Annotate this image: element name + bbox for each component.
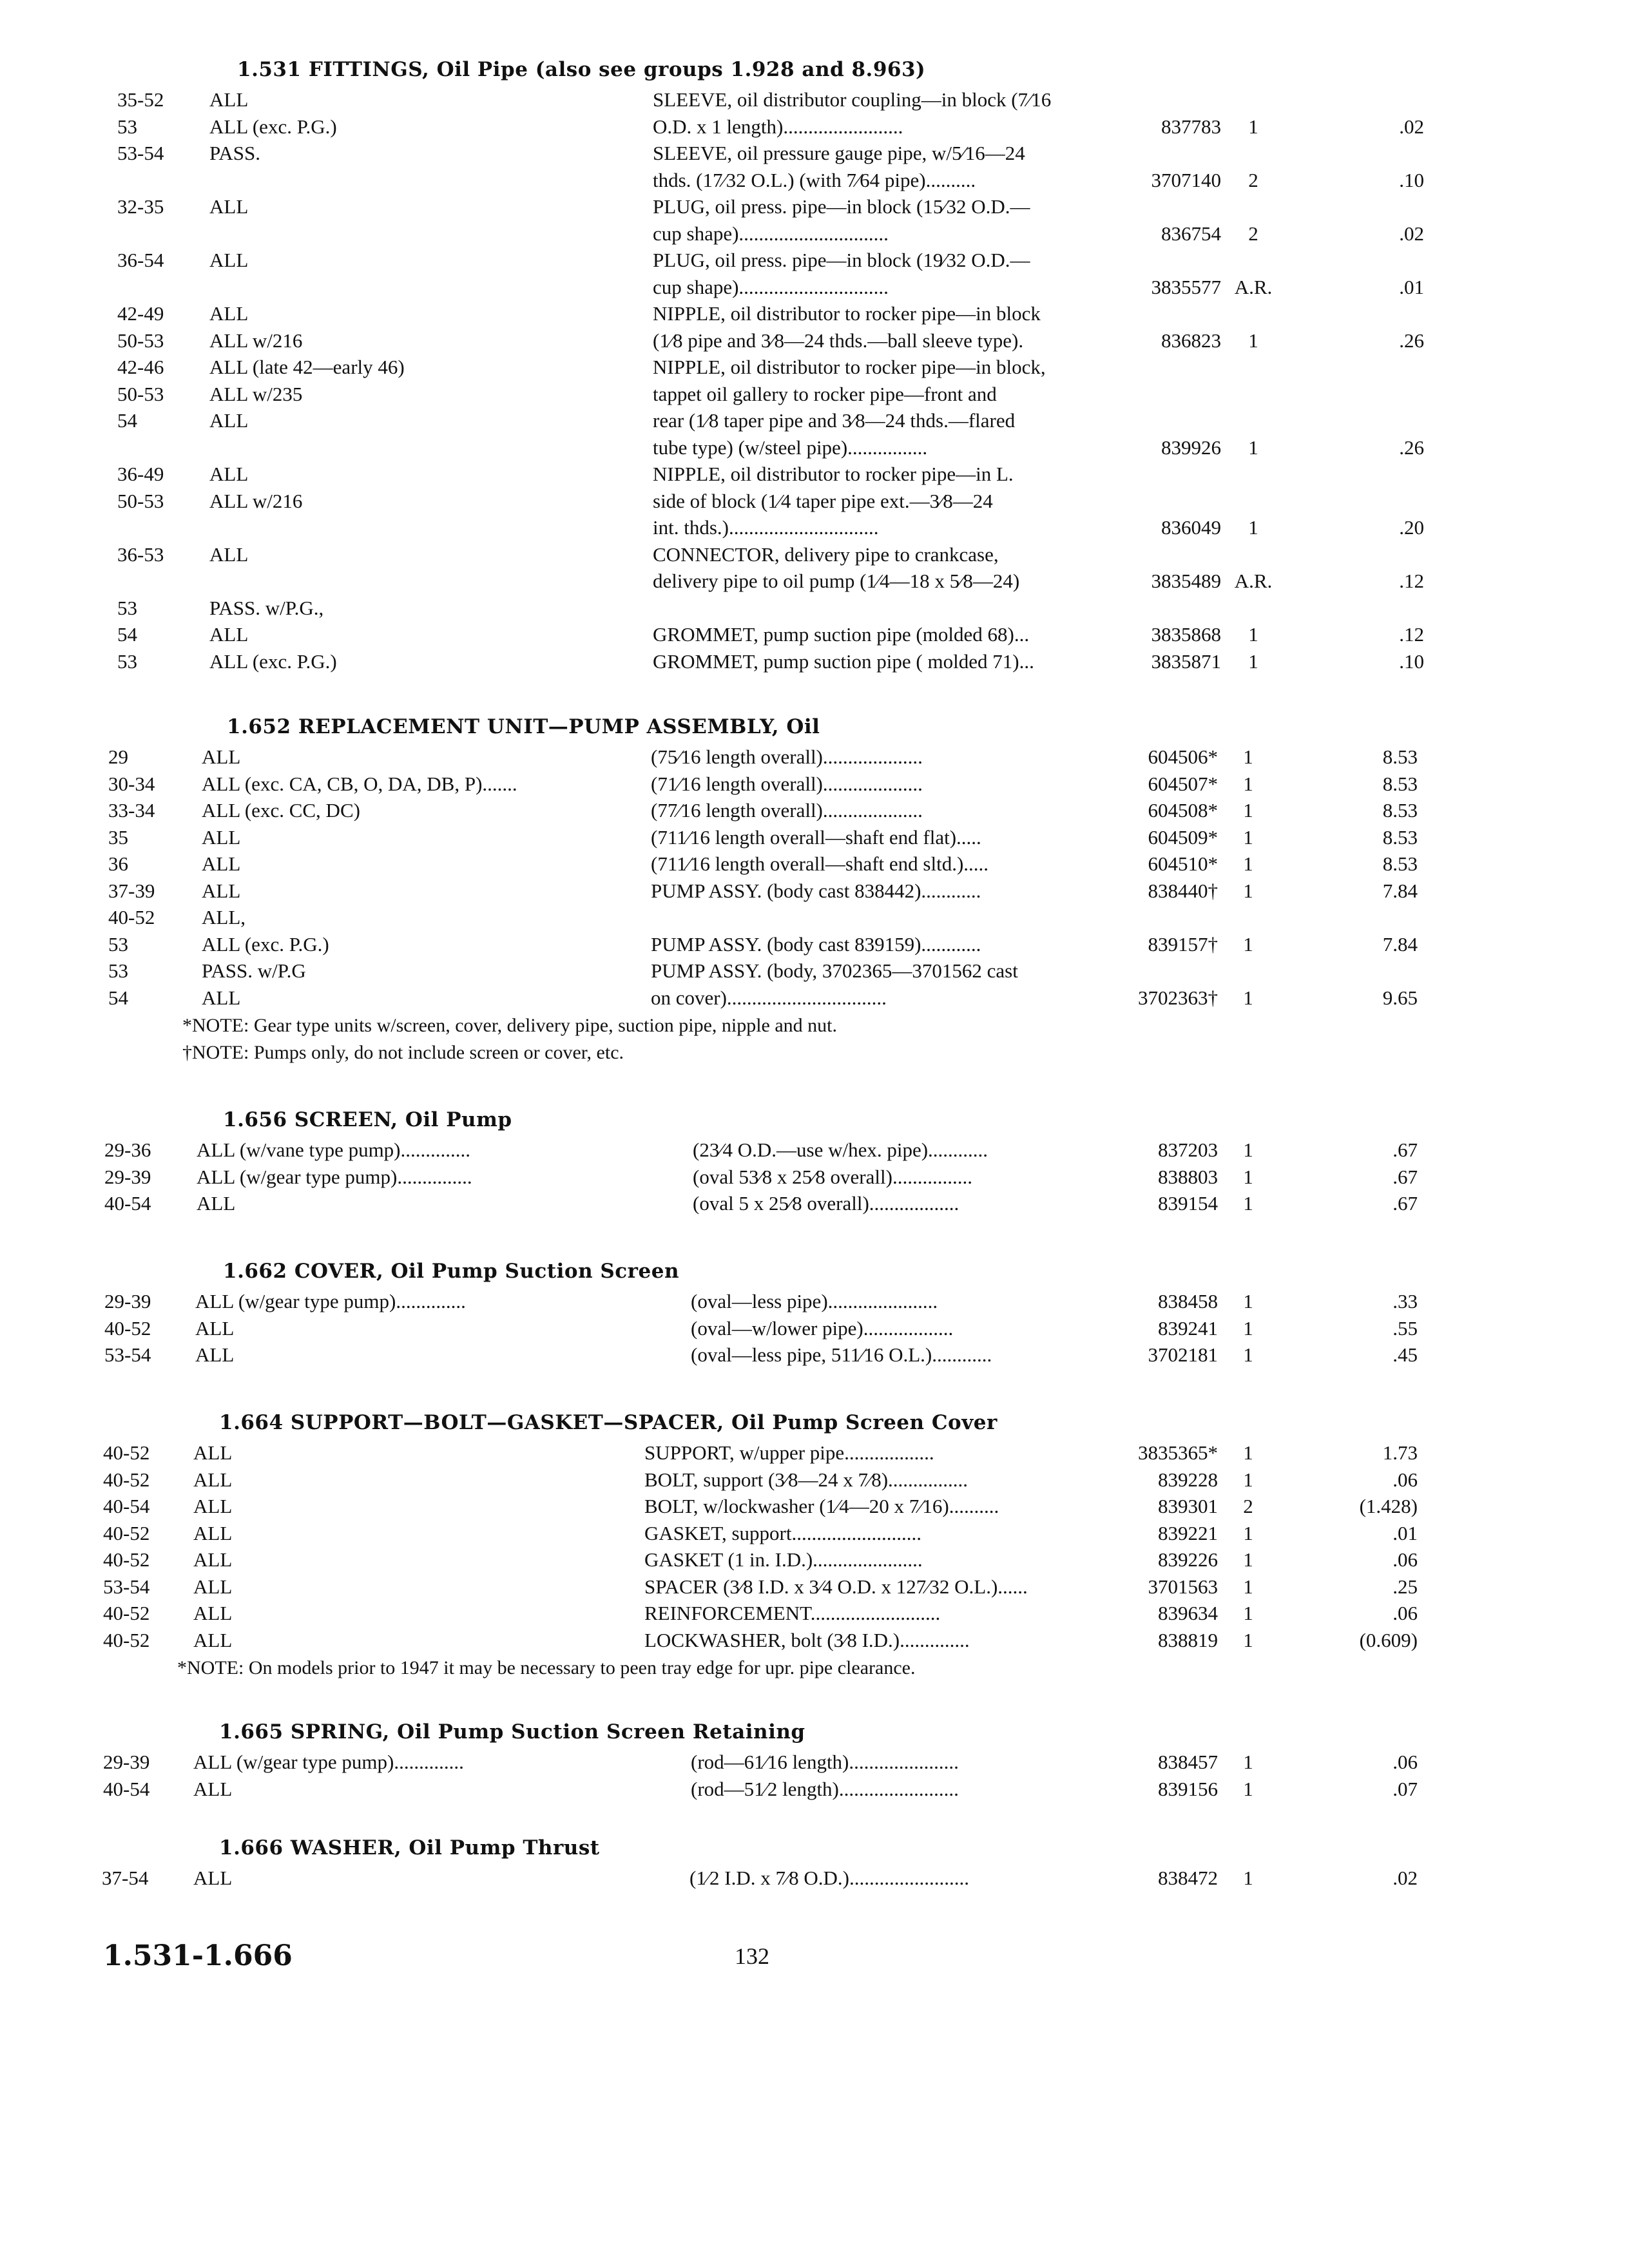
model-year: 54 [117,409,137,432]
quantity: 1 [1243,799,1253,822]
table-row [0,1546,1629,1573]
model-applicability: ALL (exc. P.G.) [209,649,337,673]
list-price: 9.65 [1382,986,1418,1009]
part-description: cup shape).............................. [653,222,889,245]
table-row [0,220,1629,247]
list-price: .10 [1399,168,1424,191]
part-number: 839241 [1158,1316,1218,1340]
table-row [0,1315,1629,1342]
model-applicability: ALL [209,409,249,432]
table-row [0,247,1629,274]
list-price: .67 [1393,1192,1418,1215]
model-year: 42-46 [117,356,164,378]
quantity: 1 [1248,115,1258,138]
part-number: 604507* [1148,772,1218,795]
part-description: PUMP ASSY. (body, 3702365—3701562 cast [651,959,1018,982]
model-year: 53 [108,959,128,982]
part-description: (oval—less pipe)...................... [691,1290,938,1312]
model-year: 37-39 [108,879,155,902]
model-applicability: ALL [193,1602,233,1624]
part-description: LOCKWASHER, bolt (3⁄8 I.D.).............. [644,1628,970,1651]
table-row [0,878,1629,905]
model-applicability: ALL [193,1548,233,1571]
table-row [0,1493,1629,1520]
model-applicability: ALL w/216 [209,329,303,352]
table-row [0,1341,1629,1369]
part-number: 836049 [1161,516,1221,539]
quantity: 1 [1243,1867,1253,1889]
model-year: 29-36 [104,1139,151,1161]
part-number: 3835871 [1151,649,1221,673]
part-number: 3835489 [1151,570,1221,592]
part-description: (711⁄16 length overall—shaft end flat)..... [651,825,981,849]
model-applicability: ALL [193,1521,233,1544]
part-number: 838472 [1158,1867,1218,1889]
model-year: 50-53 [117,382,164,405]
part-description: rear (1⁄8 taper pipe and 3⁄8—24 thds.—flared [653,409,1016,432]
model-year: 50-53 [117,489,164,512]
quantity: 1 [1243,1290,1253,1312]
model-year: 40-52 [104,1316,151,1340]
quantity: 2 [1248,222,1258,245]
section-title: 1.666 WASHER, Oil Pump Thrust [219,1836,600,1860]
quantity: 1 [1243,1441,1253,1464]
model-year: 33-34 [108,799,155,822]
quantity: 1 [1248,623,1258,646]
table-row [0,354,1629,381]
list-price: .06 [1393,1602,1418,1624]
part-number: 836823 [1161,329,1221,352]
part-description: NIPPLE, oil distributor to rocker pipe—in L. [653,463,1014,485]
part-number: 839228 [1158,1468,1218,1491]
quantity: 1 [1248,329,1258,352]
list-price: 1.73 [1382,1441,1418,1464]
quantity: A.R. [1234,570,1273,592]
section-title: 1.662 COVER, Oil Pump Suction Screen [223,1260,679,1283]
model-year: 36 [108,852,128,875]
part-number: 3835868 [1151,623,1221,646]
model-applicability: ALL (late 42—early 46) [209,356,405,378]
model-year: 35-52 [117,88,164,111]
model-applicability: ALL [193,1495,233,1517]
table-row [0,957,1629,985]
model-year: 40-52 [103,1628,150,1651]
part-description: delivery pipe to oil pump (1⁄4—18 x 5⁄8—24) [653,570,1020,592]
table-row [0,1749,1629,1776]
quantity: 1 [1243,1575,1253,1598]
section-title: 1.652 REPLACEMENT UNIT—PUMP ASSEMBLY, Oil [227,715,820,738]
table-row [0,1776,1629,1803]
part-number: 839154 [1158,1192,1218,1215]
part-description: PUMP ASSY. (body cast 839159)............ [651,932,981,956]
table-row [0,1466,1629,1494]
list-price: .55 [1393,1316,1418,1340]
quantity: 2 [1248,168,1258,191]
quantity: 1 [1243,1751,1253,1773]
part-description: (1⁄2 I.D. x 7⁄8 O.D.)........................ [689,1867,969,1889]
quantity: 1 [1248,516,1258,539]
quantity: 1 [1248,649,1258,673]
part-number: 839157† [1148,932,1218,956]
list-price: .20 [1399,516,1424,539]
model-applicability: ALL [209,302,249,325]
quantity: 1 [1243,825,1253,849]
part-number: 604506* [1148,745,1218,768]
model-year: 40-52 [103,1468,150,1491]
list-price: .07 [1393,1777,1418,1800]
part-description: cup shape).............................. [653,275,889,298]
model-year: 53-54 [117,142,164,164]
model-year: 36-49 [117,463,164,485]
quantity: A.R. [1234,275,1273,298]
list-price: .06 [1393,1751,1418,1773]
table-row [0,1627,1629,1654]
model-applicability: ALL, [202,906,246,928]
model-applicability: ALL (exc. P.G.) [202,932,329,956]
model-applicability: ALL w/216 [209,489,303,512]
model-applicability: ALL [193,1867,233,1889]
model-applicability: ALL (exc. CC, DC) [202,799,360,822]
model-applicability: ALL [202,745,241,768]
part-description: SLEEVE, oil distributor coupling—in block (7⁄16 [653,88,1052,111]
model-applicability: ALL [195,1343,235,1366]
part-description: (oval 53⁄8 x 25⁄8 overall)................ [693,1165,972,1188]
part-description: (oval 5 x 25⁄8 overall).................. [693,1192,959,1215]
part-description: tube type) (w/steel pipe)................ [653,436,928,459]
part-description: (23⁄4 O.D.—use w/hex. pipe)............ [693,1139,988,1161]
part-description: BOLT, w/lockwasher (1⁄4—20 x 7⁄16).......... [644,1495,999,1517]
table-row [0,1288,1629,1315]
table-row [0,744,1629,771]
table-row [0,274,1629,301]
part-number: 3702181 [1148,1343,1218,1366]
model-applicability: PASS. w/P.G [202,959,306,982]
part-description: (71⁄16 length overall).................... [651,772,923,795]
model-year: 32-35 [117,195,164,218]
list-price: (0.609) [1359,1628,1418,1651]
quantity: 1 [1243,852,1253,875]
model-applicability: ALL [202,825,241,849]
list-price: .01 [1399,275,1424,298]
section-note: *NOTE: Gear type units w/screen, cover, delivery pipe, suction pipe, nipple and nut. [182,1015,838,1036]
part-description: REINFORCEMENT.......................... [644,1602,941,1624]
part-number: 838457 [1158,1751,1218,1773]
part-number: 839226 [1158,1548,1218,1571]
model-year: 50-53 [117,329,164,352]
part-description: PLUG, oil press. pipe—in block (15⁄32 O.D.— [653,195,1030,218]
model-year: 40-52 [108,906,155,928]
list-price: .25 [1393,1575,1418,1598]
part-description: int. thds.).............................. [653,516,879,539]
part-number: 839301 [1158,1495,1218,1517]
model-year: 53 [117,596,137,619]
model-year: 29 [108,745,128,768]
part-number: 3835365* [1138,1441,1218,1464]
list-price: .06 [1393,1468,1418,1491]
list-price: .12 [1399,570,1424,592]
section-note: *NOTE: On models prior to 1947 it may be necessary to peen tray edge for upr. pipe clearance. [177,1657,916,1678]
part-number: 604509* [1148,825,1218,849]
part-description: (77⁄16 length overall).................... [651,799,923,822]
model-applicability: ALL [193,1441,233,1464]
model-year: 29-39 [104,1165,151,1188]
part-description: (rod—61⁄16 length)...................... [691,1751,959,1773]
quantity: 1 [1243,986,1253,1009]
part-description: (oval—w/lower pipe).................. [691,1316,954,1340]
table-row [0,1600,1629,1627]
list-price: .67 [1393,1139,1418,1161]
model-year: 53-54 [104,1343,151,1366]
table-row [0,1190,1629,1217]
part-number: 836754 [1161,222,1221,245]
quantity: 1 [1243,932,1253,956]
part-number: 839634 [1158,1602,1218,1624]
part-description: GASKET (1 in. I.D.)...................... [644,1548,923,1571]
section-title: 1.531 FITTINGS, Oil Pipe (also see groups 1.928 and 8.963) [237,58,926,81]
list-price: .06 [1393,1548,1418,1571]
part-description: (1⁄8 pipe and 3⁄8—24 thds.—ball sleeve type). [653,329,1024,352]
part-number: 838819 [1158,1628,1218,1651]
model-applicability: ALL [209,463,249,485]
model-year: 40-52 [103,1521,150,1544]
section-title: 1.664 SUPPORT—BOLT—GASKET—SPACER, Oil Pump Screen Cover [219,1411,998,1434]
model-year: 40-52 [103,1548,150,1571]
model-year: 53 [108,932,128,956]
model-year: 29-39 [104,1290,151,1312]
part-description: (oval—less pipe, 511⁄16 O.L.)............ [691,1343,992,1366]
part-description: SPACER (3⁄8 I.D. x 3⁄4 O.D. x 127⁄32 O.L.)...... [644,1575,1028,1598]
part-description: NIPPLE, oil distributor to rocker pipe—in block, [653,356,1046,378]
list-price: .67 [1393,1165,1418,1188]
quantity: 1 [1243,1548,1253,1571]
model-year: 35 [108,825,128,849]
list-price: (1.428) [1359,1495,1418,1517]
model-applicability: PASS. w/P.G., [209,596,324,619]
model-applicability: ALL [193,1628,233,1651]
part-description: GROMMET, pump suction pipe (molded 68)... [653,623,1030,646]
model-year: 40-54 [103,1777,150,1800]
model-year: 53 [117,649,137,673]
table-row [0,167,1629,194]
part-number: 3701563 [1148,1575,1218,1598]
part-description: BOLT, support (3⁄8—24 x 7⁄8)................ [644,1468,969,1491]
model-applicability: ALL [209,195,249,218]
list-price: 8.53 [1382,745,1418,768]
list-price: 8.53 [1382,852,1418,875]
model-applicability: ALL w/235 [209,382,303,405]
part-description: SUPPORT, w/upper pipe.................. [644,1441,934,1464]
list-price: 7.84 [1382,932,1418,956]
table-row [0,850,1629,878]
list-price: .10 [1399,649,1424,673]
quantity: 1 [1243,1628,1253,1651]
list-price: .45 [1393,1343,1418,1366]
table-row [0,541,1629,568]
list-price: 8.53 [1382,825,1418,849]
quantity: 1 [1243,879,1253,902]
group-range-footer: 1.531-1.666 [103,1939,293,1972]
table-row [0,407,1629,434]
part-number: 839221 [1158,1521,1218,1544]
model-applicability: ALL [209,88,249,111]
part-description: GASKET, support.......................... [644,1521,921,1544]
list-price: .26 [1399,436,1424,459]
model-applicability: ALL (exc. P.G.) [209,115,337,138]
model-year: 40-54 [104,1192,151,1215]
model-year: 40-52 [103,1441,150,1464]
part-description: NIPPLE, oil distributor to rocker pipe—in block [653,302,1041,325]
quantity: 1 [1243,772,1253,795]
part-description: PLUG, oil press. pipe—in block (19⁄32 O.D.— [653,249,1030,271]
list-price: 7.84 [1382,879,1418,902]
table-row [0,771,1629,798]
part-description: thds. (17⁄32 O.L.) (with 7⁄64 pipe).......... [653,168,976,191]
model-applicability: ALL [195,1316,235,1340]
part-description: tappet oil gallery to rocker pipe—front and [653,382,997,405]
table-row [0,931,1629,958]
model-applicability: ALL [197,1192,236,1215]
table-row [0,327,1629,354]
quantity: 1 [1243,1165,1253,1188]
table-row [0,648,1629,675]
part-description: (rod—51⁄2 length)........................ [691,1777,959,1800]
table-row [0,300,1629,327]
list-price: .01 [1393,1521,1418,1544]
part-description: (75⁄16 length overall).................... [651,745,923,768]
quantity: 1 [1243,1777,1253,1800]
table-row [0,488,1629,515]
part-number: 3702363† [1138,986,1218,1009]
list-price: .33 [1393,1290,1418,1312]
list-price: .12 [1399,623,1424,646]
model-applicability: ALL (exc. CA, CB, O, DA, DB, P)....... [202,772,517,795]
quantity: 1 [1243,1521,1253,1544]
list-price: .02 [1399,115,1424,138]
part-number: 604510* [1148,852,1218,875]
model-applicability: ALL [202,986,241,1009]
model-applicability: ALL [193,1575,233,1598]
table-row [0,1520,1629,1547]
part-number: 837783 [1161,115,1221,138]
model-year: 54 [117,623,137,646]
table-row [0,621,1629,648]
part-number: 838440† [1148,879,1218,902]
table-row [0,461,1629,488]
part-number: 838803 [1158,1165,1218,1188]
part-description: GROMMET, pump suction pipe ( molded 71)... [653,649,1034,673]
list-price: .26 [1399,329,1424,352]
quantity: 1 [1243,1602,1253,1624]
model-applicability: ALL (w/vane type pump).............. [197,1139,471,1161]
part-description: on cover)................................ [651,986,887,1009]
model-applicability: ALL [209,249,249,271]
table-row [0,381,1629,408]
page-number: 132 [735,1943,769,1969]
table-row [0,1865,1629,1892]
table-row [0,985,1629,1012]
part-description: (711⁄16 length overall—shaft end sltd.)..... [651,852,989,875]
model-applicability: ALL [202,879,241,902]
table-row [0,140,1629,167]
quantity: 1 [1248,436,1258,459]
part-number: 839926 [1161,436,1221,459]
part-number: 838458 [1158,1290,1218,1312]
table-row [0,86,1629,113]
quantity: 2 [1243,1495,1253,1517]
model-applicability: ALL [193,1468,233,1491]
part-number: 837203 [1158,1139,1218,1161]
model-applicability: ALL (w/gear type pump).............. [193,1751,464,1773]
part-description: PUMP ASSY. (body cast 838442)............ [651,879,981,902]
part-number: 3835577 [1151,275,1221,298]
model-applicability: ALL [193,1777,233,1800]
model-year: 37-54 [102,1867,149,1889]
list-price: .02 [1393,1867,1418,1889]
part-description: CONNECTOR, delivery pipe to crankcase, [653,543,999,566]
model-year: 53 [117,115,137,138]
table-row [0,797,1629,824]
model-year: 42-49 [117,302,164,325]
part-description: SLEEVE, oil pressure gauge pipe, w/5⁄16—24 [653,142,1025,164]
part-description: side of block (1⁄4 taper pipe ext.—3⁄8—24 [653,489,993,512]
model-year: 30-34 [108,772,155,795]
model-year: 53-54 [103,1575,150,1598]
quantity: 1 [1243,745,1253,768]
part-number: 604508* [1148,799,1218,822]
quantity: 1 [1243,1192,1253,1215]
table-row [0,1573,1629,1600]
table-row [0,1439,1629,1466]
quantity: 1 [1243,1468,1253,1491]
table-row [0,434,1629,461]
quantity: 1 [1243,1139,1253,1161]
model-applicability: ALL [209,623,249,646]
table-row [0,595,1629,622]
table-row [0,1164,1629,1191]
table-row [0,568,1629,595]
model-applicability: ALL (w/gear type pump)............... [197,1165,472,1188]
table-row [0,904,1629,931]
model-year: 36-54 [117,249,164,271]
table-row [0,514,1629,541]
list-price: 8.53 [1382,772,1418,795]
model-applicability: PASS. [209,142,261,164]
list-price: .02 [1399,222,1424,245]
model-year: 29-39 [103,1751,150,1773]
table-row [0,1137,1629,1164]
model-applicability: ALL (w/gear type pump).............. [195,1290,466,1312]
quantity: 1 [1243,1343,1253,1366]
list-price: 8.53 [1382,799,1418,822]
model-applicability: ALL [209,543,249,566]
section-title: 1.665 SPRING, Oil Pump Suction Screen Retaining [219,1720,805,1744]
part-number: 839156 [1158,1777,1218,1800]
section-title: 1.656 SCREEN, Oil Pump [223,1108,512,1131]
quantity: 1 [1243,1316,1253,1340]
table-row [0,824,1629,851]
model-year: 54 [108,986,128,1009]
model-year: 36-53 [117,543,164,566]
model-year: 40-52 [103,1602,150,1624]
part-number: 3707140 [1151,168,1221,191]
table-row [0,113,1629,140]
table-row [0,193,1629,220]
section-note: †NOTE: Pumps only, do not include screen or cover, etc. [182,1042,624,1063]
model-applicability: ALL [202,852,241,875]
model-year: 40-54 [103,1495,150,1517]
part-description: O.D. x 1 length)........................ [653,115,903,138]
